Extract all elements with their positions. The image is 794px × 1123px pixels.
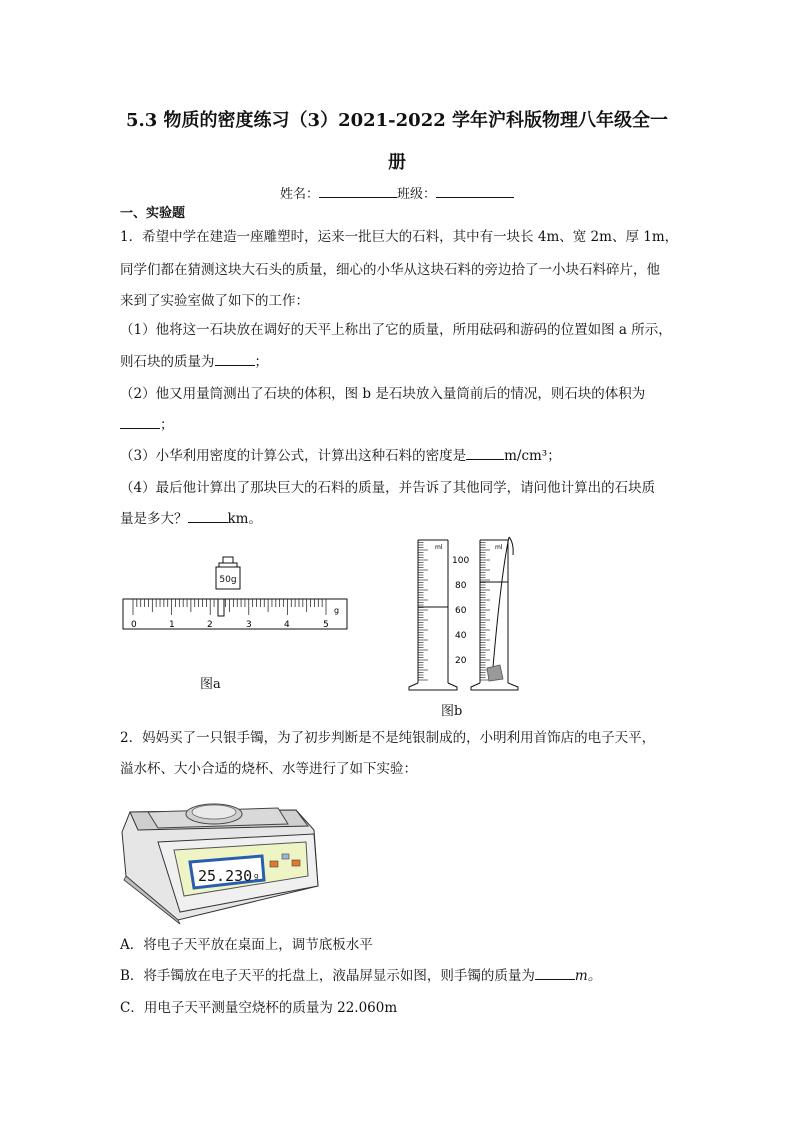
name-field[interactable]: [319, 185, 397, 198]
q1-part2-line2: [120, 416, 174, 434]
tick-label-0: 0: [131, 620, 137, 630]
scale-label-80: 80: [455, 581, 467, 591]
q1-text-line3: 来到了实验室做了如下的工作：: [120, 293, 309, 309]
q1-part4-line1: （4）最后他计算出了那块巨大的石料的质量，并告诉了其他同学，请问他计算出的石块质: [120, 480, 656, 496]
q1-part2-end: ；: [160, 417, 174, 433]
weight-label: 50g: [219, 575, 237, 585]
beam-ruler: [123, 599, 347, 629]
rider-slider: [218, 599, 224, 616]
stone-icon: [487, 665, 503, 681]
tare-button[interactable]: [282, 854, 289, 859]
q2-step-c: C．用电子天平测量空烧杯的质量为 22.060m: [120, 1000, 398, 1016]
figure-b-caption: 图b: [441, 704, 463, 719]
q2-step-b-answer-blank[interactable]: [535, 967, 575, 980]
tick-label-5: 5: [323, 620, 329, 630]
q1-part3-unit: m/cm³；: [504, 448, 561, 464]
q1-part1-line1: （1）他将这一石块放在调好的天平上称出了它的质量，所用砝码和游码的位置如图 a 所示，: [120, 322, 672, 338]
cylinder-unit-label-right: ml: [495, 544, 503, 551]
electronic-scale-illustration: [118, 790, 330, 925]
q1-part1-prompt: 则石块的质量为: [120, 354, 215, 370]
q1-part4-line2: [120, 510, 262, 528]
weight-50g-icon: [216, 557, 240, 589]
q2-text-line1: 2．妈妈买了一只银手镯，为了初步判断是不是纯银制成的，小明利用首饰店的电子天平，: [120, 730, 656, 746]
q1-part3-prompt: （3）小华利用密度的计算公式，计算出这种石料的密度是: [120, 448, 467, 464]
cylinder-unit-label-left: ml: [435, 544, 443, 551]
q1-part2-answer-blank[interactable]: [120, 416, 160, 429]
q1-part1-line2: [120, 353, 268, 371]
tick-label-3: 3: [246, 620, 252, 630]
page-title-continued: 册: [388, 152, 406, 173]
class-field[interactable]: [436, 185, 514, 198]
q1-text-line2: 同学们都在猜测这块大石头的质量，细心的小华从这块石料的旁边拾了一小块石料碎片，他: [120, 262, 660, 278]
figure-a-caption: 图a: [200, 677, 221, 692]
section-heading: 一、实验题: [120, 206, 186, 221]
scale-label-40: 40: [455, 631, 467, 641]
q2-step-a: A．将电子天平放在桌面上，调节底板水平: [120, 937, 373, 953]
beam-unit-label: g: [334, 606, 340, 615]
lcd-unit: g: [254, 872, 259, 880]
figure-b-measuring-cylinders: [405, 535, 530, 695]
tick-label-2: 2: [207, 620, 213, 630]
q1-part1-answer-blank[interactable]: [215, 353, 255, 366]
power-button[interactable]: [292, 860, 300, 866]
q1-text-line1: 1．希望中学在建造一座雕塑时，运来一批巨大的石料，其中有一块长 4m、宽 2m、厚 1m，: [120, 229, 679, 245]
page-title: 5.3 物质的密度练习（3）2021-2022 学年沪科版物理八年级全一: [125, 110, 669, 131]
scale-labels: [452, 556, 469, 666]
mode-button[interactable]: [270, 861, 278, 867]
scale-label-100: 100: [452, 556, 470, 566]
scale-label-60: 60: [455, 606, 467, 616]
q1-part2-line1: （2）他又用量筒测出了石块的体积，图 b 是石块放入量筒前后的情况，则石块的体积为: [120, 386, 646, 402]
q2-text-line2: 溢水杯、大小合适的烧杯、水等进行了如下实验：: [120, 761, 417, 777]
student-info-row: [0, 183, 794, 202]
cylinder-before: [409, 540, 457, 690]
tick-label-1: 1: [169, 620, 175, 630]
string-thread: [493, 537, 509, 667]
q1-part4-prompt: 量是多大？: [120, 511, 188, 527]
figure-a-balance-scale: [120, 555, 350, 640]
q1-part1-end: ；: [254, 354, 268, 370]
q1-part3-line: [120, 447, 561, 465]
name-label: 姓名：: [279, 187, 319, 202]
scale-label-20: 20: [455, 656, 467, 666]
q1-part4-unit: km。: [227, 511, 262, 527]
q1-part3-answer-blank[interactable]: [466, 447, 504, 460]
tick-label-4: 4: [284, 620, 290, 630]
q2-step-b-unit: m。: [574, 968, 602, 984]
cylinder-after: [471, 537, 518, 690]
class-label: 班级：: [397, 187, 437, 202]
q1-part4-answer-blank[interactable]: [188, 510, 228, 523]
q2-step-b: [120, 967, 601, 985]
q2-step-b-prompt: B．将手镯放在电子天平的托盘上，液晶屏显示如图，则手镯的质量为: [120, 968, 535, 984]
lcd-readout: 25.230: [198, 867, 253, 885]
